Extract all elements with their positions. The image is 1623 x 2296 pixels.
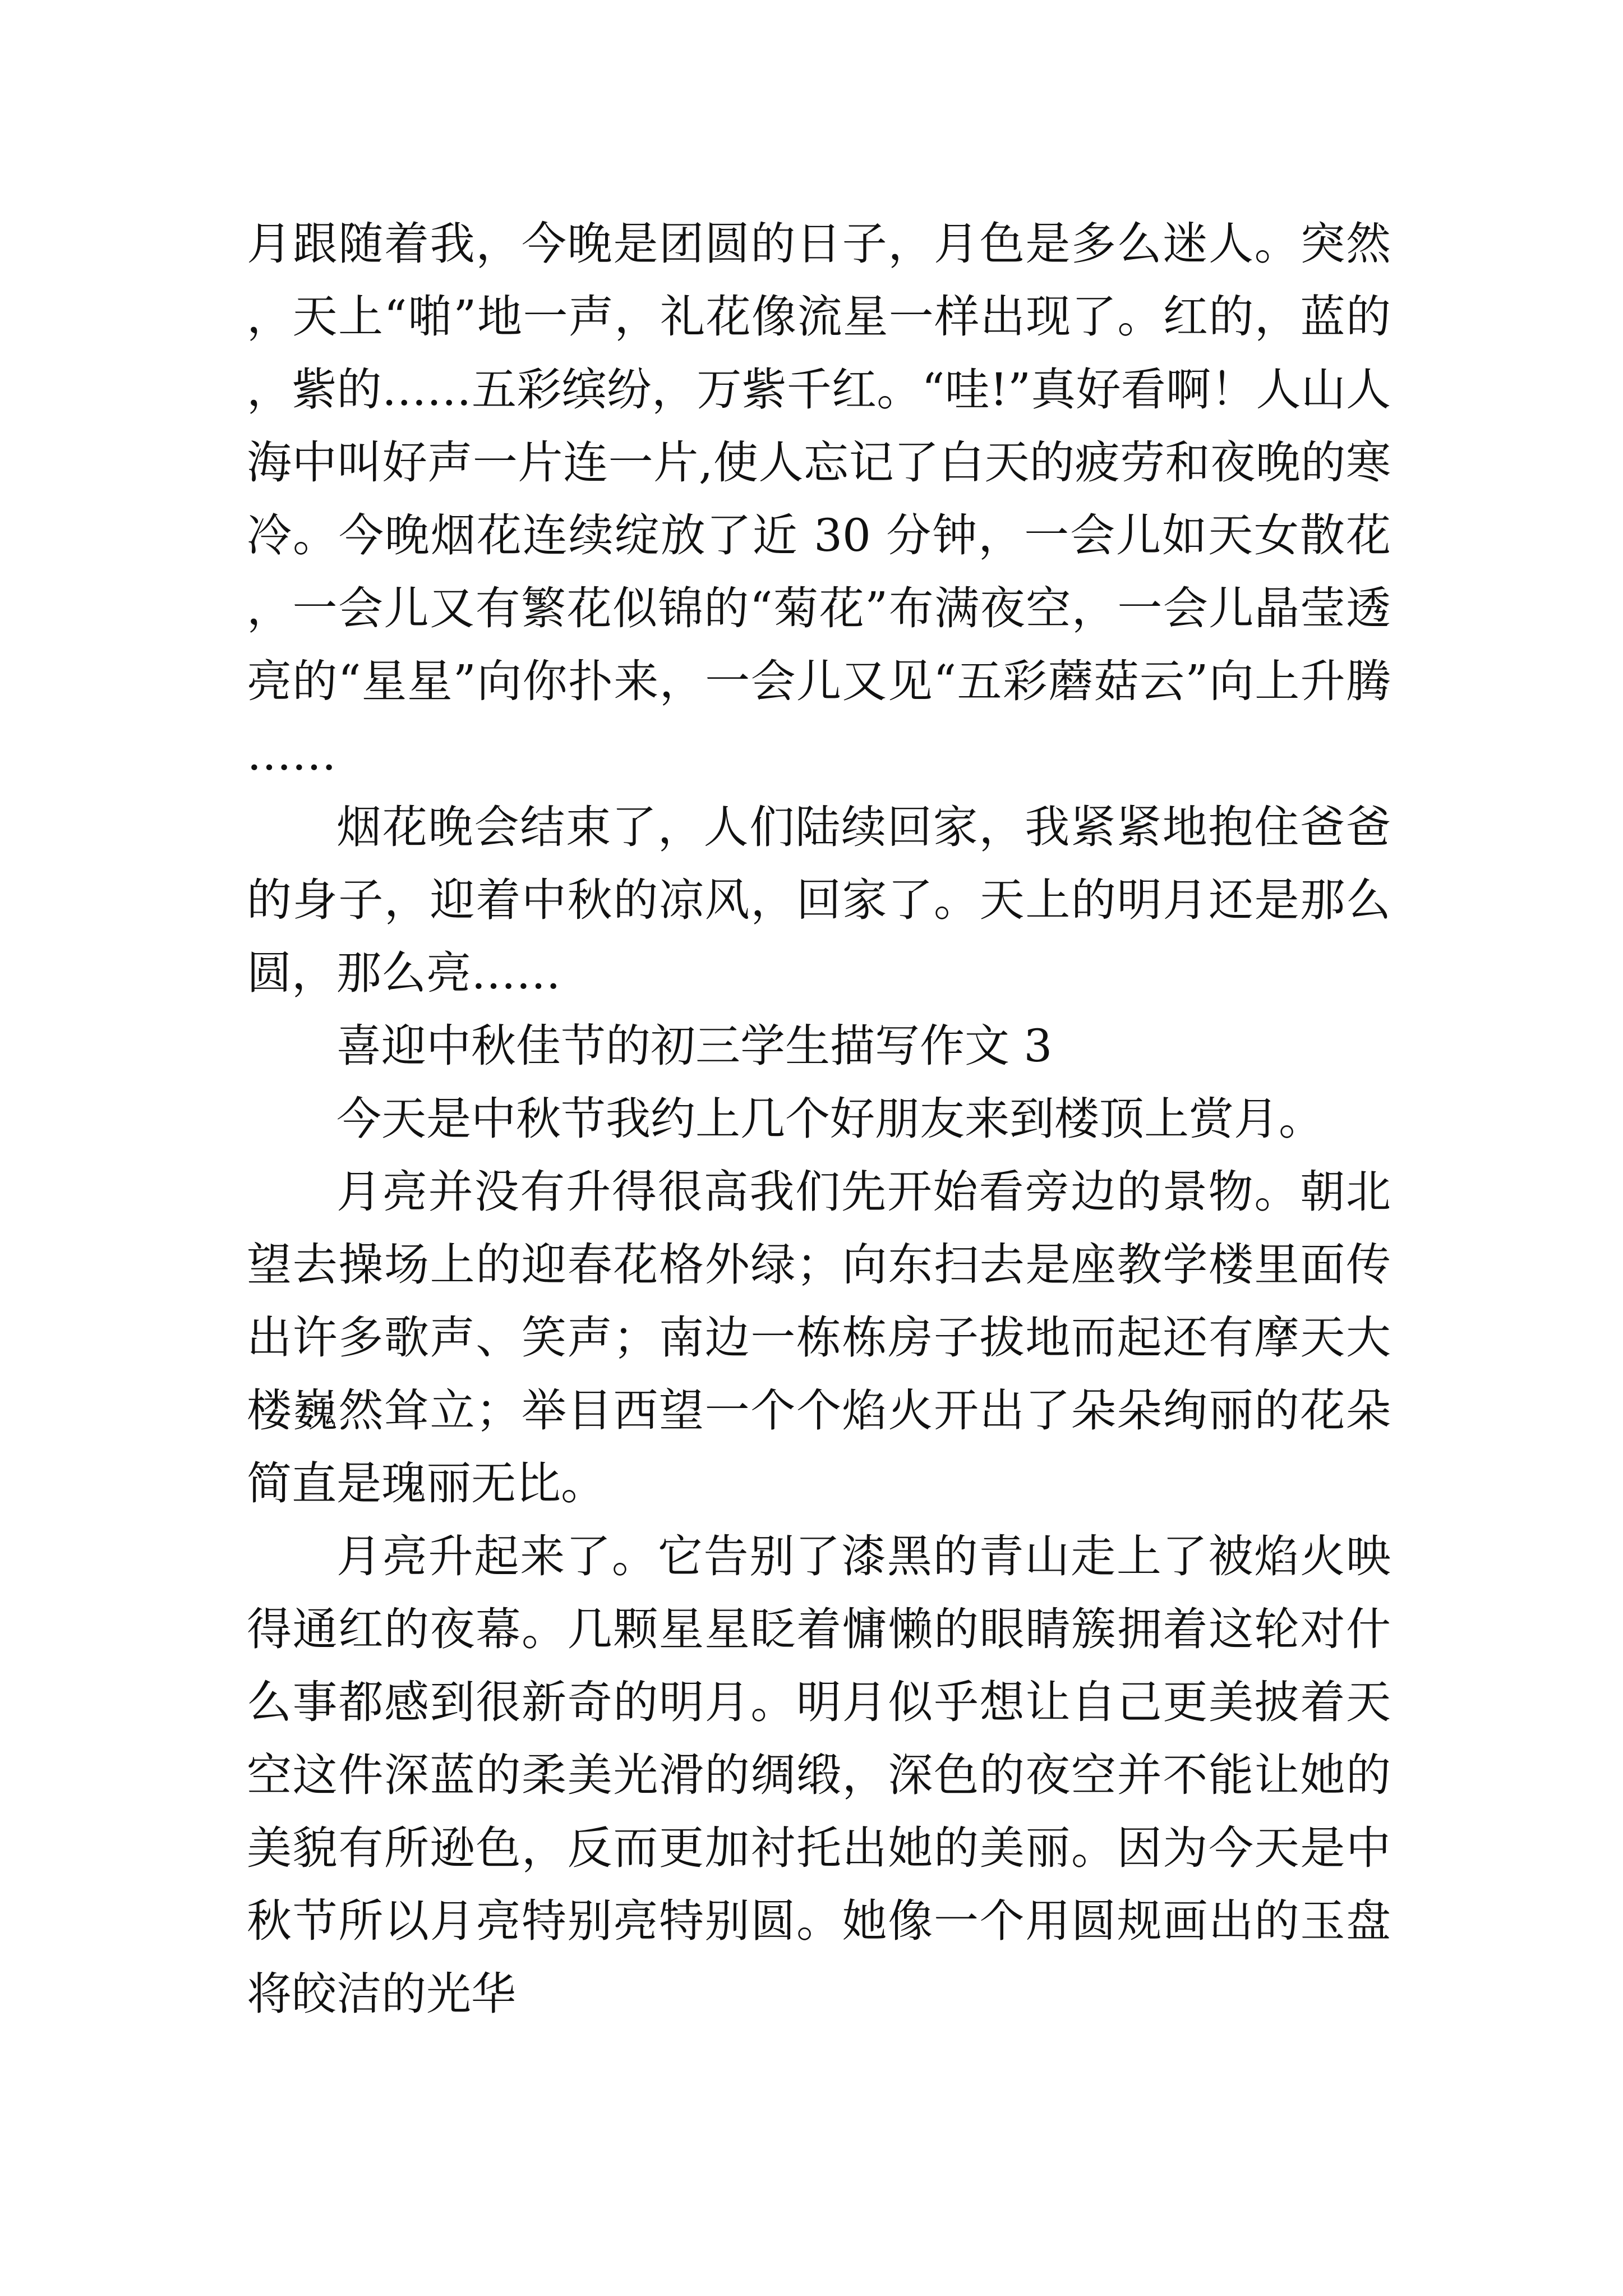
paragraph-moonrise: 月亮升起来了。它告别了漆黑的青山走上了被焰火映得通红的夜幕。几颗星星眨着慵懒的眼睛簇拥着这轮对什么事都感到很新奇的明月。明月似乎想让自己更美披着天空这件深蓝的柔美光滑的绸缎，深色的夜空并不能让她的美貌有所逊色，反而更加衬托出她的美丽。因为今天是中秋节所以月亮特别亮特别圆。她像一个用圆规画出的玉盘将皎洁的光华: [247, 1530, 1391, 2020]
paragraph-going-home: 烟花晚会结束了，人们陆续回家，我紧紧地抱住爸爸的身子，迎着中秋的凉风，回家了。天上的明月还是那么圆，那么亮……: [247, 801, 1391, 999]
paragraph-rooftop: 今天是中秋节我约上几个好朋友来到楼顶上赏月。: [336, 1093, 1324, 1145]
paragraph-fireworks: 月跟随着我，今晚是团圆的日子，月色是多么迷人。突然，天上“啪”地一声，礼花像流星一样出现了。红的，蓝的，紫的……五彩缤纷，万紫千红。“哇!”真好看啊！人山人海中叫好声一片连一片,使人忘记了白天的疲劳和夜晚的寒冷。今晚烟花连续绽放了近 30 分钟，一会儿如天女散花，一会儿又有繁花似锦的“菊花”布满夜空，一会儿晶莹透亮的“星星”向你扑来，一会儿又见“五彩蘑菇云”向上升腾……: [247, 218, 1391, 780]
essay-title: 喜迎中秋佳节的初三学生描写作文 3: [336, 1020, 1053, 1072]
document-body: [247, 208, 1391, 2031]
paragraph-scenery: 月亮并没有升得很高我们先开始看旁边的景物。朝北望去操场上的迎春花格外绿；向东扫去是座教学楼里面传出许多歌声、笑声；南边一栋栋房子拔地而起还有摩天大楼巍然耸立；举目西望一个个焰火开出了朵朵绚丽的花朵简直是瑰丽无比。: [247, 1166, 1391, 1510]
